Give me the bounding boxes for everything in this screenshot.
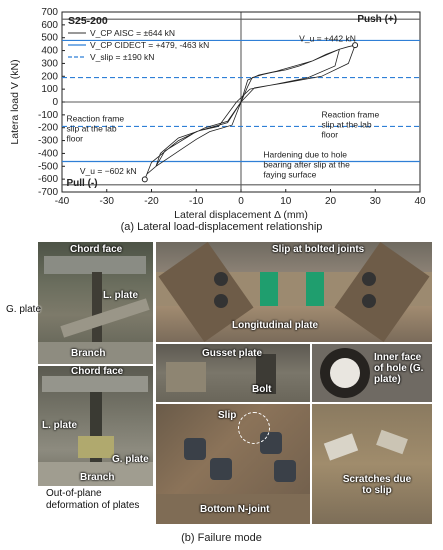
annotation-line: floor xyxy=(66,133,84,144)
x-tick-label: 20 xyxy=(324,196,337,207)
pull-label: Pull (-) xyxy=(66,178,98,189)
annotation-line: faying surface xyxy=(263,169,317,180)
chord-member-2 xyxy=(42,376,148,392)
y-tick-label: -300 xyxy=(37,135,58,147)
legend-entry: V_slip = ±190 kN xyxy=(90,52,155,62)
label-bottom-n: Bottom N-joint xyxy=(200,504,270,515)
legend-entry: V_CP AISC = ±644 kN xyxy=(90,28,176,38)
x-tick-label: -10 xyxy=(189,196,204,207)
label-branch-1: Branch xyxy=(71,348,106,359)
bolt-icon-3 xyxy=(362,272,376,286)
annotation-line: slip at the lab xyxy=(321,119,372,130)
y-tick-label: -500 xyxy=(37,161,58,173)
specimen-label: S25-200 xyxy=(68,15,108,27)
bolt-icon-1 xyxy=(214,272,228,286)
annotation-line: Hardening due to hole xyxy=(263,149,348,160)
x-tick-label: -20 xyxy=(144,196,159,207)
y-tick-label: -100 xyxy=(37,109,58,121)
label-g-plate-1: G. plate xyxy=(6,304,42,315)
caption-b: (b) Failure mode xyxy=(181,532,262,544)
nut-icon-1 xyxy=(184,438,206,460)
nut-icon-4 xyxy=(274,460,296,482)
y-tick-label: 200 xyxy=(41,71,58,83)
x-tick-label: -30 xyxy=(99,196,114,207)
vu-neg-label: V_u = −602 kN xyxy=(79,166,137,176)
label-out-of-plane: Out-of-plane deformation of plates xyxy=(46,488,140,511)
annotation-line: slip at the lab xyxy=(66,123,117,134)
annotation-line: Reaction frame xyxy=(321,109,380,120)
label-bolt: Bolt xyxy=(252,384,272,395)
annotation-line: bearing after slip at the xyxy=(263,159,350,170)
photo-bottom-n-joint xyxy=(156,404,310,524)
load-displacement-chart xyxy=(0,0,443,220)
label-longitudinal: Longitudinal plate xyxy=(232,320,319,331)
bolt-icon-4 xyxy=(362,294,376,308)
y-axis-label: Latera load V (kN) xyxy=(9,59,21,145)
gusset-plate xyxy=(166,362,206,392)
label-scratches: Scratches due to slip xyxy=(342,474,412,496)
label-chord-face-1: Chord face xyxy=(70,244,123,255)
x-tick-label: 0 xyxy=(238,196,244,207)
plate-stem xyxy=(92,272,102,347)
bolt-icon-2 xyxy=(214,294,228,308)
y-tick-label: 700 xyxy=(41,7,58,18)
annotation-line: Reaction frame xyxy=(66,113,125,124)
photo-gusset xyxy=(156,344,310,402)
x-axis-label: Lateral displacement Δ (mm) xyxy=(174,209,308,220)
gusset-right xyxy=(334,242,429,342)
deformed-plate xyxy=(78,436,114,458)
label-slip-bolted: Slip at bolted joints xyxy=(272,244,365,255)
legend-entry: V_CP CIDECT = +479, -463 kN xyxy=(90,40,210,50)
hole-inner xyxy=(330,358,360,388)
photo-inner-face xyxy=(312,344,432,402)
branch-member xyxy=(60,298,149,337)
x-tick-label: 40 xyxy=(414,196,426,207)
label-chord-face-2: Chord face xyxy=(71,366,124,377)
nut-icon-2 xyxy=(210,458,232,480)
photo-left-bottom xyxy=(38,366,153,486)
annotation-line: floor xyxy=(321,129,339,140)
y-tick-label: 300 xyxy=(41,58,58,70)
vu-pos-label: V_u = +442 kN xyxy=(299,33,356,44)
peak-marker xyxy=(142,177,147,182)
x-tick-label: 10 xyxy=(280,196,292,207)
photo-scratches xyxy=(312,404,432,524)
label-g-plate-2: G. plate xyxy=(112,454,149,465)
caption-a: (a) Lateral load-displacement relationship xyxy=(120,221,323,233)
y-tick-label: 0 xyxy=(52,97,58,108)
x-tick-label: -40 xyxy=(54,196,70,207)
photo-left-top xyxy=(38,242,153,364)
label-slip: Slip xyxy=(218,410,237,421)
marker-tape-1 xyxy=(260,272,278,306)
y-tick-label: -600 xyxy=(37,174,58,186)
y-tick-label: -200 xyxy=(37,122,58,134)
label-inner-face: Inner face of hole (G. plate) xyxy=(374,352,424,385)
marker-tape-2 xyxy=(306,272,324,306)
scratch-mark-1 xyxy=(324,433,358,460)
y-tick-label: 500 xyxy=(41,32,58,44)
scratch-mark-2 xyxy=(376,430,408,455)
y-tick-label: -400 xyxy=(37,148,58,160)
y-tick-label: 400 xyxy=(41,45,58,57)
push-label: Push (+) xyxy=(357,14,398,25)
label-branch-2: Branch xyxy=(80,472,115,483)
label-l-plate-2: L. plate xyxy=(42,420,78,431)
y-tick-label: -700 xyxy=(37,187,58,198)
slip-highlight-circle xyxy=(238,412,270,444)
label-l-plate-1: L. plate xyxy=(103,290,139,301)
x-tick-label: 30 xyxy=(369,196,381,207)
y-tick-label: 600 xyxy=(41,19,58,31)
label-gusset: Gusset plate xyxy=(202,348,263,359)
y-tick-label: 100 xyxy=(41,84,58,96)
photo-bolted-joint xyxy=(156,242,432,342)
